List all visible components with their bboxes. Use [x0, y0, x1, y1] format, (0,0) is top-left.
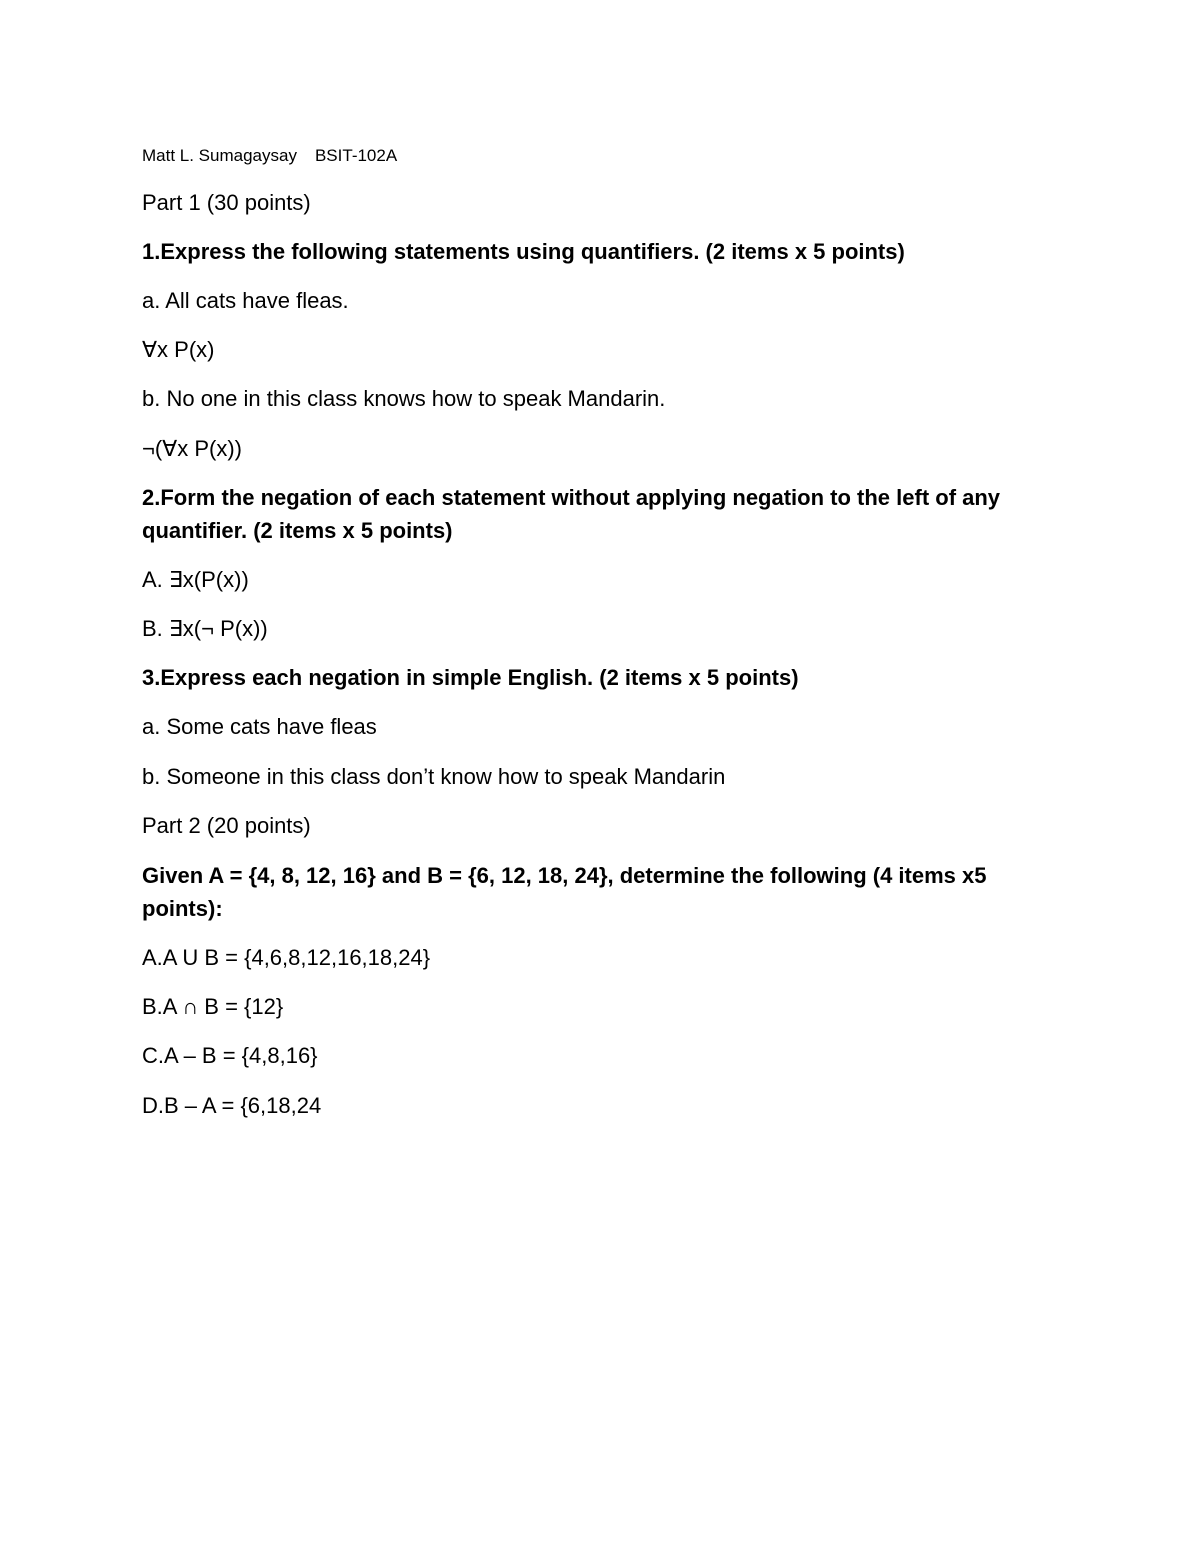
q3-a-answer: a. Some cats have fleas — [142, 714, 377, 739]
q2-prompt-line1: 2.Form the negation of each statement without applying negation to the left of any — [142, 485, 1001, 510]
q3-prompt: 3.Express each negation in simple English. (2 items x 5 points) — [142, 665, 799, 690]
q1-b-statement: b. No one in this class knows how to speak Mandarin. — [142, 386, 666, 411]
q1-a-statement: a. All cats have fleas. — [142, 288, 349, 313]
part2-title: Part 2 (20 points) — [142, 813, 311, 838]
part2-answer-b: B.A ∩ B = {12} — [142, 994, 284, 1019]
q1-a-answer: ∀x P(x) — [142, 337, 215, 362]
q3-b-answer: b. Someone in this class don’t know how to speak Mandarin — [142, 764, 726, 789]
q1-b-answer: ¬(∀x P(x)) — [142, 436, 242, 461]
q2-a-answer: A. ∃x(P(x)) — [142, 567, 249, 592]
part2-answer-d: D.B – A = {6,18,24 — [142, 1093, 322, 1118]
q2-b-answer: B. ∃x(¬ P(x)) — [142, 616, 268, 641]
part2-answer-c: C.A – B = {4,8,16} — [142, 1043, 318, 1068]
part2-answer-a: A.A U B = {4,6,8,12,16,18,24} — [142, 945, 431, 970]
part1-title: Part 1 (30 points) — [142, 190, 311, 215]
q1-prompt: 1.Express the following statements using quantifiers. (2 items x 5 points) — [142, 239, 905, 264]
part2-prompt-line1: Given A = {4, 8, 12, 16} and B = {6, 12, 18, 24}, determine the following (4 items x5 — [142, 863, 987, 888]
part2-prompt-line2: points): — [142, 896, 223, 921]
student-header — [142, 146, 397, 166]
student-section: BSIT-102A — [314, 146, 398, 165]
q2-prompt-line2: quantifier. (2 items x 5 points) — [142, 518, 453, 543]
student-name: Matt L. Sumagaysay — [142, 146, 297, 165]
